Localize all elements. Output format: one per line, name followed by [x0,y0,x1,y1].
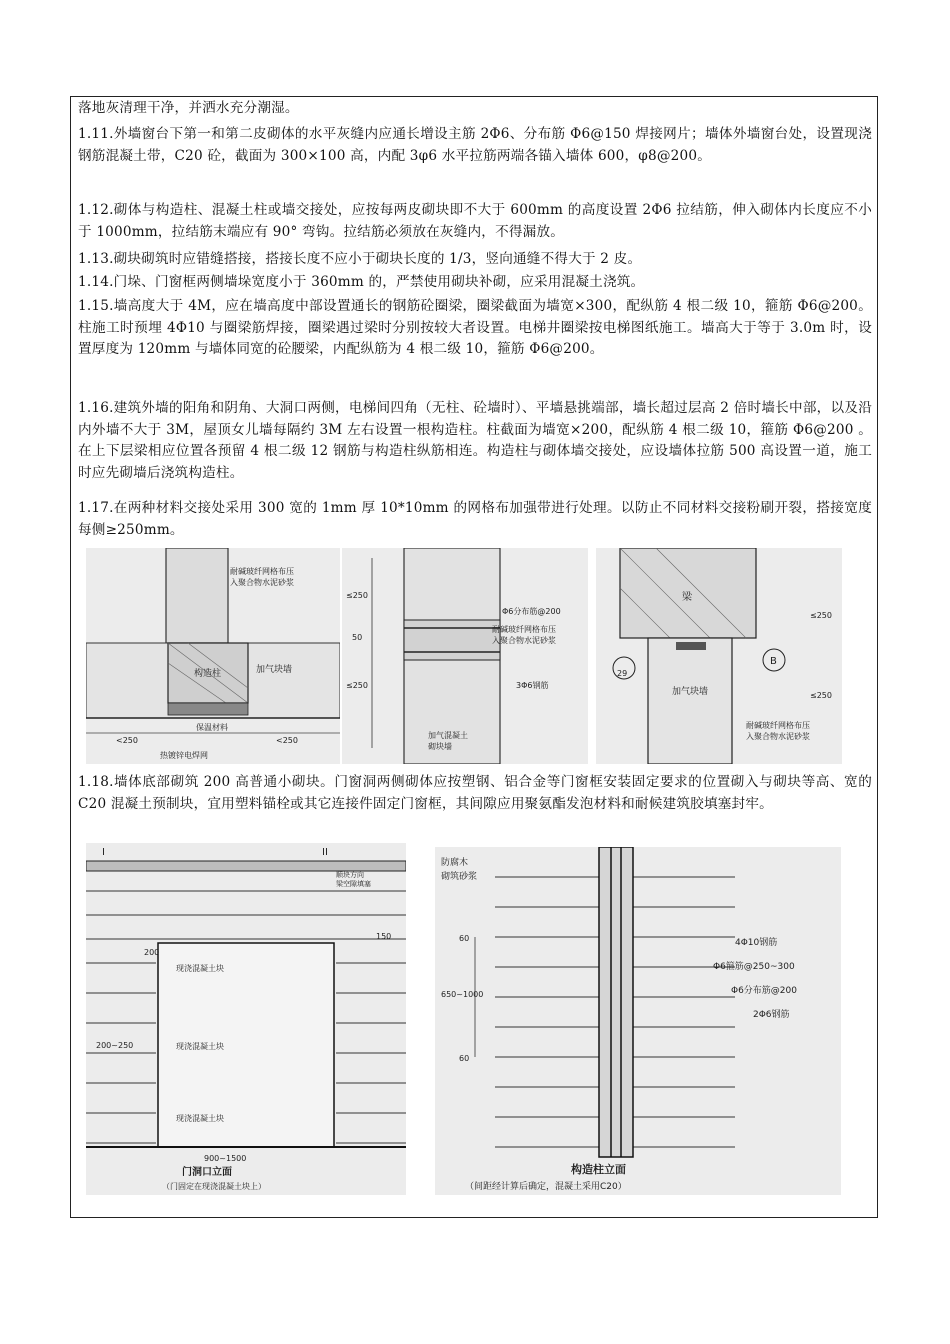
fig3-dim-b: ≤250 [810,691,832,700]
fig2-dim-c: ≤250 [346,681,368,690]
fig2-label-dist: Φ6分布筋@200 [502,607,561,616]
fig4-title: 门洞口立面 [182,1167,232,1178]
fig5-label-rebar3: Φ6分布筋@200 [731,986,797,996]
fig4-label-top: 顺块方向 [336,871,364,879]
fig3-callout-a: B [770,656,777,667]
fig3-label-block: 加气块墙 [672,687,709,697]
figure-beam-junction-drawing [596,548,842,764]
fig4-label-concrete-3: 现浇混凝土块 [176,1114,224,1123]
fig4-label-top2: 梁空隙填塞 [336,880,371,888]
fig5-subtitle: （间距经计算后确定，混凝土采用C20） [465,1182,627,1192]
fig5-label-rebar4: 2Φ6钢筋 [753,1010,790,1020]
fig2-label-mesh: 耐碱玻纤网格布压 [492,625,556,634]
fig1-dim-right: <250 [276,736,298,745]
figure-door-opening-elevation [86,843,406,1195]
paragraph-1-11: 1.11.外墙窗台下第一和第二皮砌体的水平灰缝内应通长增设主筋 2Φ6、分布筋 Φ6@150 焊接网片；墙体外墙窗台处，设置现浇钢筋混凝土带，C20 砼，截面为 300×100 高，内配 3φ6 水平拉筋两端各锚入墙体 600，φ8@200。 [78,126,872,164]
fig4-dim-150: 150 [376,932,392,941]
fig3-callout-b: 29 [617,669,628,678]
fig5-label-rebar1: 4Φ10钢筋 [735,938,778,948]
figure-column-junction [86,548,340,764]
fig4-mark-i: I [102,847,105,858]
paragraph-1-13: 1.13.砌块砌筑时应错缝搭接，搭接长度不应小于砌块长度的 1/3，竖向通缝不得大于 2 皮。 [78,251,642,267]
figure-beam-band [342,548,588,764]
paragraph-intro: 落地灰清理干净，并洒水充分潮湿。 [78,100,299,116]
figure-beam-band-drawing [342,548,588,764]
fig5-label-top: 防腐木 [441,858,469,868]
fig1-label-block: 加气块墙 [256,665,293,675]
fig1-label-column: 构造柱 [194,669,222,679]
figure-door-opening-drawing [86,843,406,1195]
fig2-dim-b: 50 [352,633,363,642]
paragraph-1-14: 1.14.门垛、门窗框两侧墙垛宽度小于 360mm 的，严禁使用砌块补砌，应采用混凝土浇筑。 [78,274,645,290]
fig3-label-beam: 梁 [682,592,692,603]
fig5-label-top2: 砌筑砂浆 [441,872,478,882]
fig5-label-rebar2: Φ6箍筋@250~300 [713,962,795,972]
figure-column-junction-drawing [86,548,340,764]
fig4-subtitle: （门固定在现浇混凝土块上） [162,1182,266,1191]
figure-beam-junction [596,548,842,764]
fig5-title: 构造柱立面 [571,1163,626,1176]
paragraph-1-12: 1.12.砌体与构造柱、混凝土柱或墙交接处，应按每两皮砌块即不大于 600mm 的高度设置 2Φ6 拉结筋，伸入砌体内长度应不小于 1000mm，拉结筋末端应有 90° 弯钩。拉结筋必须放在灰缝内，不得漏放。 [78,202,872,240]
fig3-label-mesh2: 入聚合物水泥砂浆 [746,732,810,741]
fig4-label-concrete-1: 现浇混凝土块 [176,964,224,973]
fig3-dim-a: ≤250 [810,611,832,620]
fig2-dim-a: ≤250 [346,591,368,600]
fig5-dim-60-top: 60 [459,934,470,943]
fig2-label-block2: 砌块墙 [428,742,452,751]
fig4-label-concrete-2: 现浇混凝土块 [176,1042,224,1051]
fig1-dim-left: <250 [116,736,138,745]
fig1-label-mesh: 耐碱玻纤网格布压 [230,567,294,576]
fig4-dim-200-250: 200~250 [96,1041,134,1050]
fig1-label-mesh2: 入聚合物水泥砂浆 [230,578,294,587]
fig1-label-insulation: 保温材料 [196,723,228,732]
fig5-dim-range: 650~1000 [441,990,484,999]
fig2-label-block: 加气混凝土 [428,731,468,740]
paragraph-1-17: 1.17.在两种材料交接处采用 300 宽的 1mm 厚 10*10mm 的网格布加强带进行处理。以防止不同材料交接粉刷开裂，搭接宽度每侧≥250mm。 [78,500,872,538]
fig2-label-mesh2: 入聚合物水泥砂浆 [492,636,556,645]
fig1-label-wire: 热镀锌电焊网 [160,751,208,760]
paragraph-1-15: 1.15.墙高度大于 4M，应在墙高度中部设置通长的钢筋砼圈梁，圈梁截面为墙宽×300，配纵筋 4 根二级 10，箍筋 Φ6@200。柱施工时预埋 4Φ10 与圈梁筋焊接，圈梁遇过梁时分别按较大者设置。电梯井圈梁按电梯图纸施工。墙高大于等于 3.0m 时，设置厚度为 120mm 与墙体同宽的砼腰梁，内配纵筋为 4 根二级 10，箍筋 Φ6@200。 [78,298,872,357]
paragraph-1-18: 1.18.墙体底部砌筑 200 高普通小砌块。门窗洞两侧砌体应按塑钢、铝合金等门窗框安装固定要求的位置砌入与砌块等高、宽的 C20 混凝土预制块，宜用塑料锚栓或其它连接件固定门窗框，其间隙应用聚氨酯发泡材料和耐候建筑胶填塞封牢。 [78,774,872,812]
fig4-dim-width: 900~1500 [204,1154,247,1163]
fig2-label-rebar: 3Φ6钢筋 [516,681,549,690]
figure-structural-column-elevation [435,847,841,1195]
figure-structural-column-drawing [435,847,841,1195]
fig4-dim-200: 200 [144,948,160,957]
fig3-label-mesh: 耐碱玻纤网格布压 [746,721,810,730]
fig5-dim-60-bottom: 60 [459,1054,470,1063]
paragraph-1-16: 1.16.建筑外墙的阳角和阴角、大洞口两侧，电梯间四角（无柱、砼墙时）、平墙悬挑端部，墙长超过层高 2 倍时墙长中部，以及沿内外墙不大于 3M，屋顶女儿墙每隔约 3M 左右设置一根构造柱。柱截面为墙宽×200，配纵筋 4 根二级 10，箍筋 Φ6@200 。在上下层梁相应位置各预留 4 根二级 12 钢筋与构造柱纵筋相连。构造柱与砌体墙交接处，应设墙体拉筋 500 高设置一道，施工时应先砌墙后浇筑构造柱。 [78,400,872,481]
fig4-mark-ii: II [322,847,328,858]
